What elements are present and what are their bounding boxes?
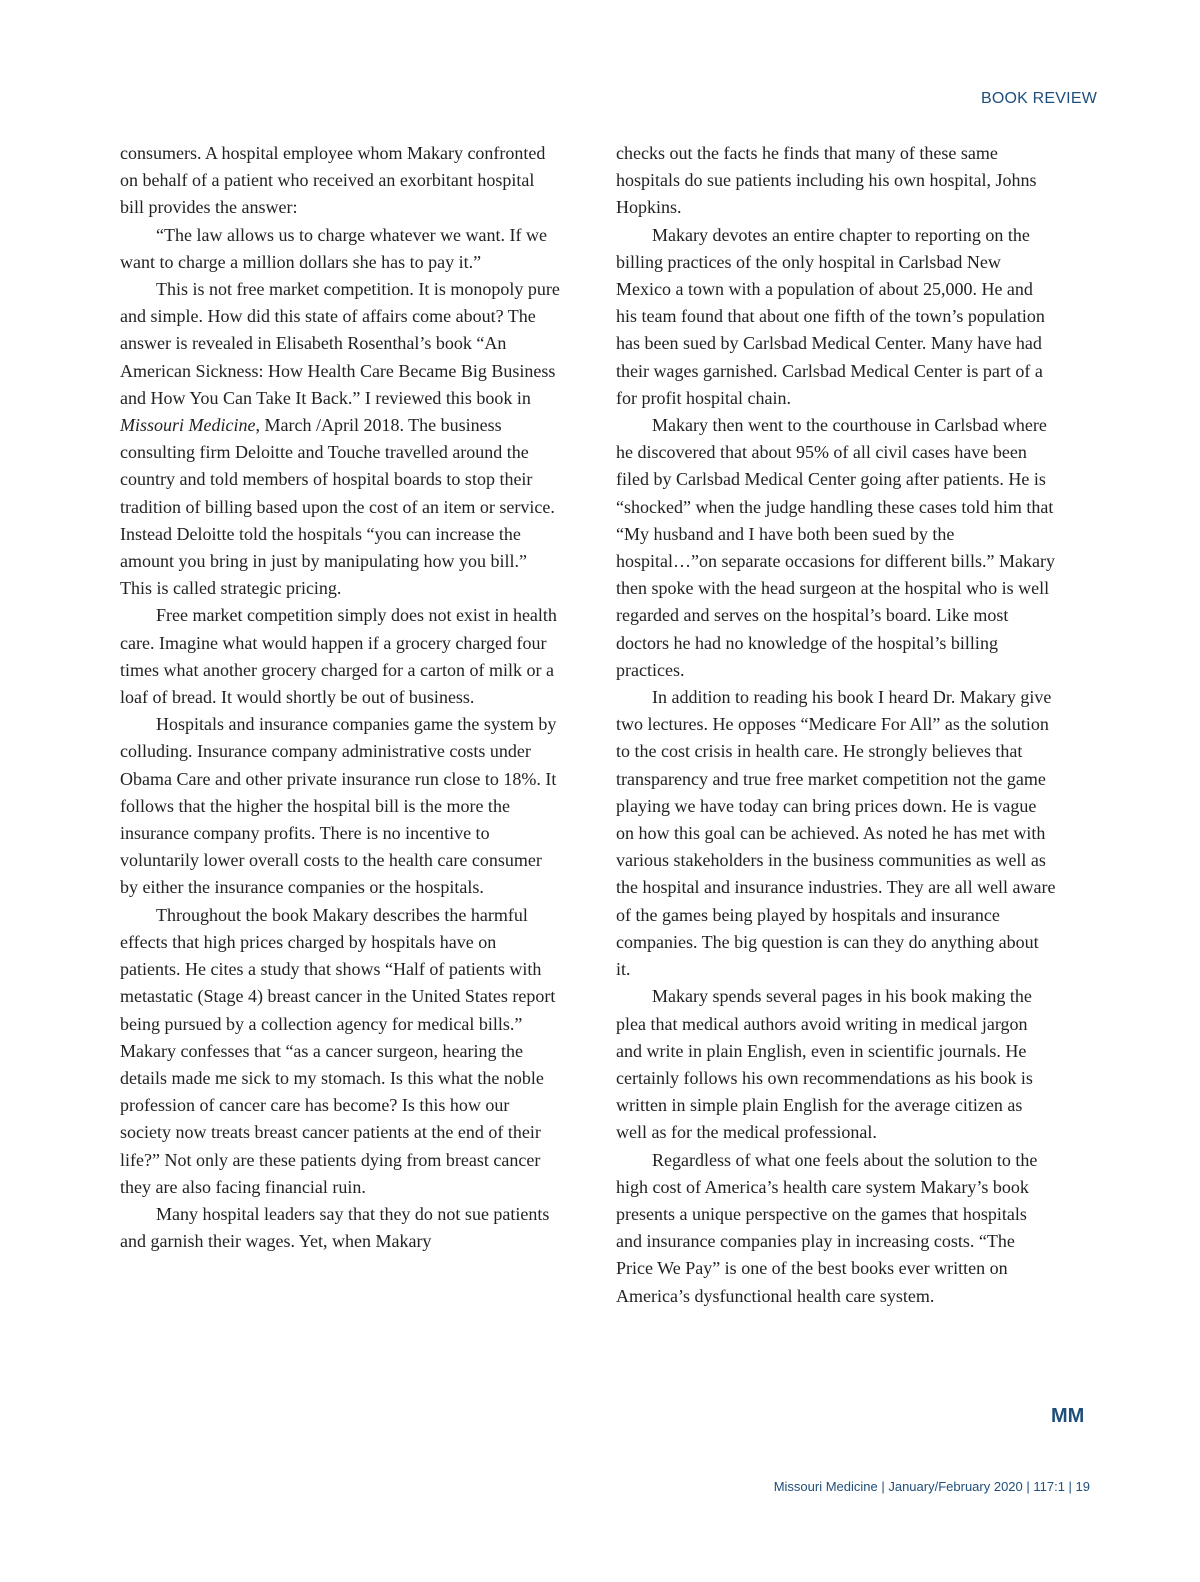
paragraph: Throughout the book Makary describes the harmful effects that high prices charged by hospitals have on patients. He cites a study that shows “Half of patients with metastatic (Stage 4) breast cancer in the United States report being pursued by a collection agency for medical bills.” Makary confesses that “as a cancer surgeon, hearing the details made me sick to my stomach. Is this what the noble profession of cancer care has become? Is this how our society now treats breast cancer patients at the end of their life?” Not only are these patients dying from breast cancer they are also facing financial ruin. — [120, 904, 556, 1197]
paragraph: Makary devotes an entire chapter to reporting on the billing practices of the only hospital in Carlsbad New Mexico a town with a population of about 25,000. He and his team found that about one fifth of the town’s population has been sued by Carlsbad Medical Center. Many have had their wages garnished. Carlsbad Medical Center is part of a for profit hospital chain. — [616, 224, 1045, 408]
article-column-left — [120, 140, 560, 1255]
article-column-right — [616, 140, 1056, 1310]
paragraph: Free market competition simply does not exist in health care. Imagine what would happen if a grocery charged four times what another grocery charged for a carton of milk or a loaf of bread. It would shortly be out of business. — [120, 605, 557, 708]
paragraph: Makary spends several pages in his book making the plea that medical authors avoid writing in medical jargon and write in plain English, even in scientific journals. He certainly follows his own recommendations as his book is written in simple plain English for the average citizen as well as for the medical professional. — [616, 986, 1033, 1143]
paragraph: checks out the facts he finds that many of these same hospitals do sue patients including his own hospital, Johns Hopkins. — [616, 143, 1037, 218]
end-mark: MM — [1051, 1405, 1085, 1427]
paragraph: “The law allows us to charge whatever we want. If we want to charge a million dollars she has to pay it.” — [120, 224, 548, 272]
paragraph — [120, 276, 560, 602]
paragraph: Hospitals and insurance companies game the system by colluding. Insurance company administrative costs under Obama Care and other private insurance run close to 18%. It follows that the higher the hospital bill is the more the insurance company profits. There is no incentive to voluntarily lower overall costs to the health care consumer by either the insurance companies or the hospitals. — [120, 714, 557, 898]
paragraph: In addition to reading his book I heard Dr. Makary give two lectures. He opposes “Medicare For All” as the solution to the cost crisis in health care. He strongly believes that transparency and true free market competition not the game playing we have today can bring prices down. He is vague on how this goal can be achieved. As noted he has met with various stakeholders in the business communities as well as the hospital and insurance industries. They are all well aware of the games being played by hospitals and insurance companies. The big question is can they do anything about it. — [616, 687, 1056, 980]
paragraph-text: This is not free market competition. It is monopoly pure and simple. How did this state of affairs come about? The answer is revealed in Elisabeth Rosenthal’s book “An American Sickness: How Health Care Became Big Business and How You Can Take It Back.” I reviewed this book in — [120, 279, 560, 408]
paragraph-text: , March /April 2018. The business consulting firm Deloitte and Touche travelled around the country and told members of hospital boards to stop their tradition of billing based upon the cost of an item or service. Instead Deloitte told the hospitals “you can increase the amount you bring in just by manipulating how you bill.” This is called strategic pricing. — [120, 415, 555, 599]
page-footer: Missouri Medicine | January/February 2020 | 117:1 | 19 — [773, 1479, 1090, 1494]
section-label: BOOK REVIEW — [981, 90, 1097, 107]
paragraph: Many hospital leaders say that they do not sue patients and garnish their wages. Yet, when Makary — [120, 1203, 550, 1252]
paragraph: Regardless of what one feels about the solution to the high cost of America’s health care system Makary’s book presents a unique perspective on the games that hospitals and insurance companies play in increasing costs. “The Price We Pay” is one of the best books ever written on America’s dysfunctional health care system. — [616, 1149, 1038, 1306]
paragraph: Makary then went to the courthouse in Carlsbad where he discovered that about 95% of all civil cases have been filed by Carlsbad Medical Center going after patients. He is “shocked” when the judge handling these cases told him that “My husband and I have both been sued by the hospital…”on separate occasions for different bills.” Makary then spoke with the head surgeon at the hospital who is well regarded and serves on the hospital’s board. Like most doctors he had no knowledge of the hospital’s billing practices. — [616, 415, 1056, 680]
journal-title: Missouri Medicine — [120, 415, 256, 436]
paragraph: consumers. A hospital employee whom Makary confronted on behalf of a patient who received an exorbitant hospital bill provides the answer: — [120, 143, 546, 218]
